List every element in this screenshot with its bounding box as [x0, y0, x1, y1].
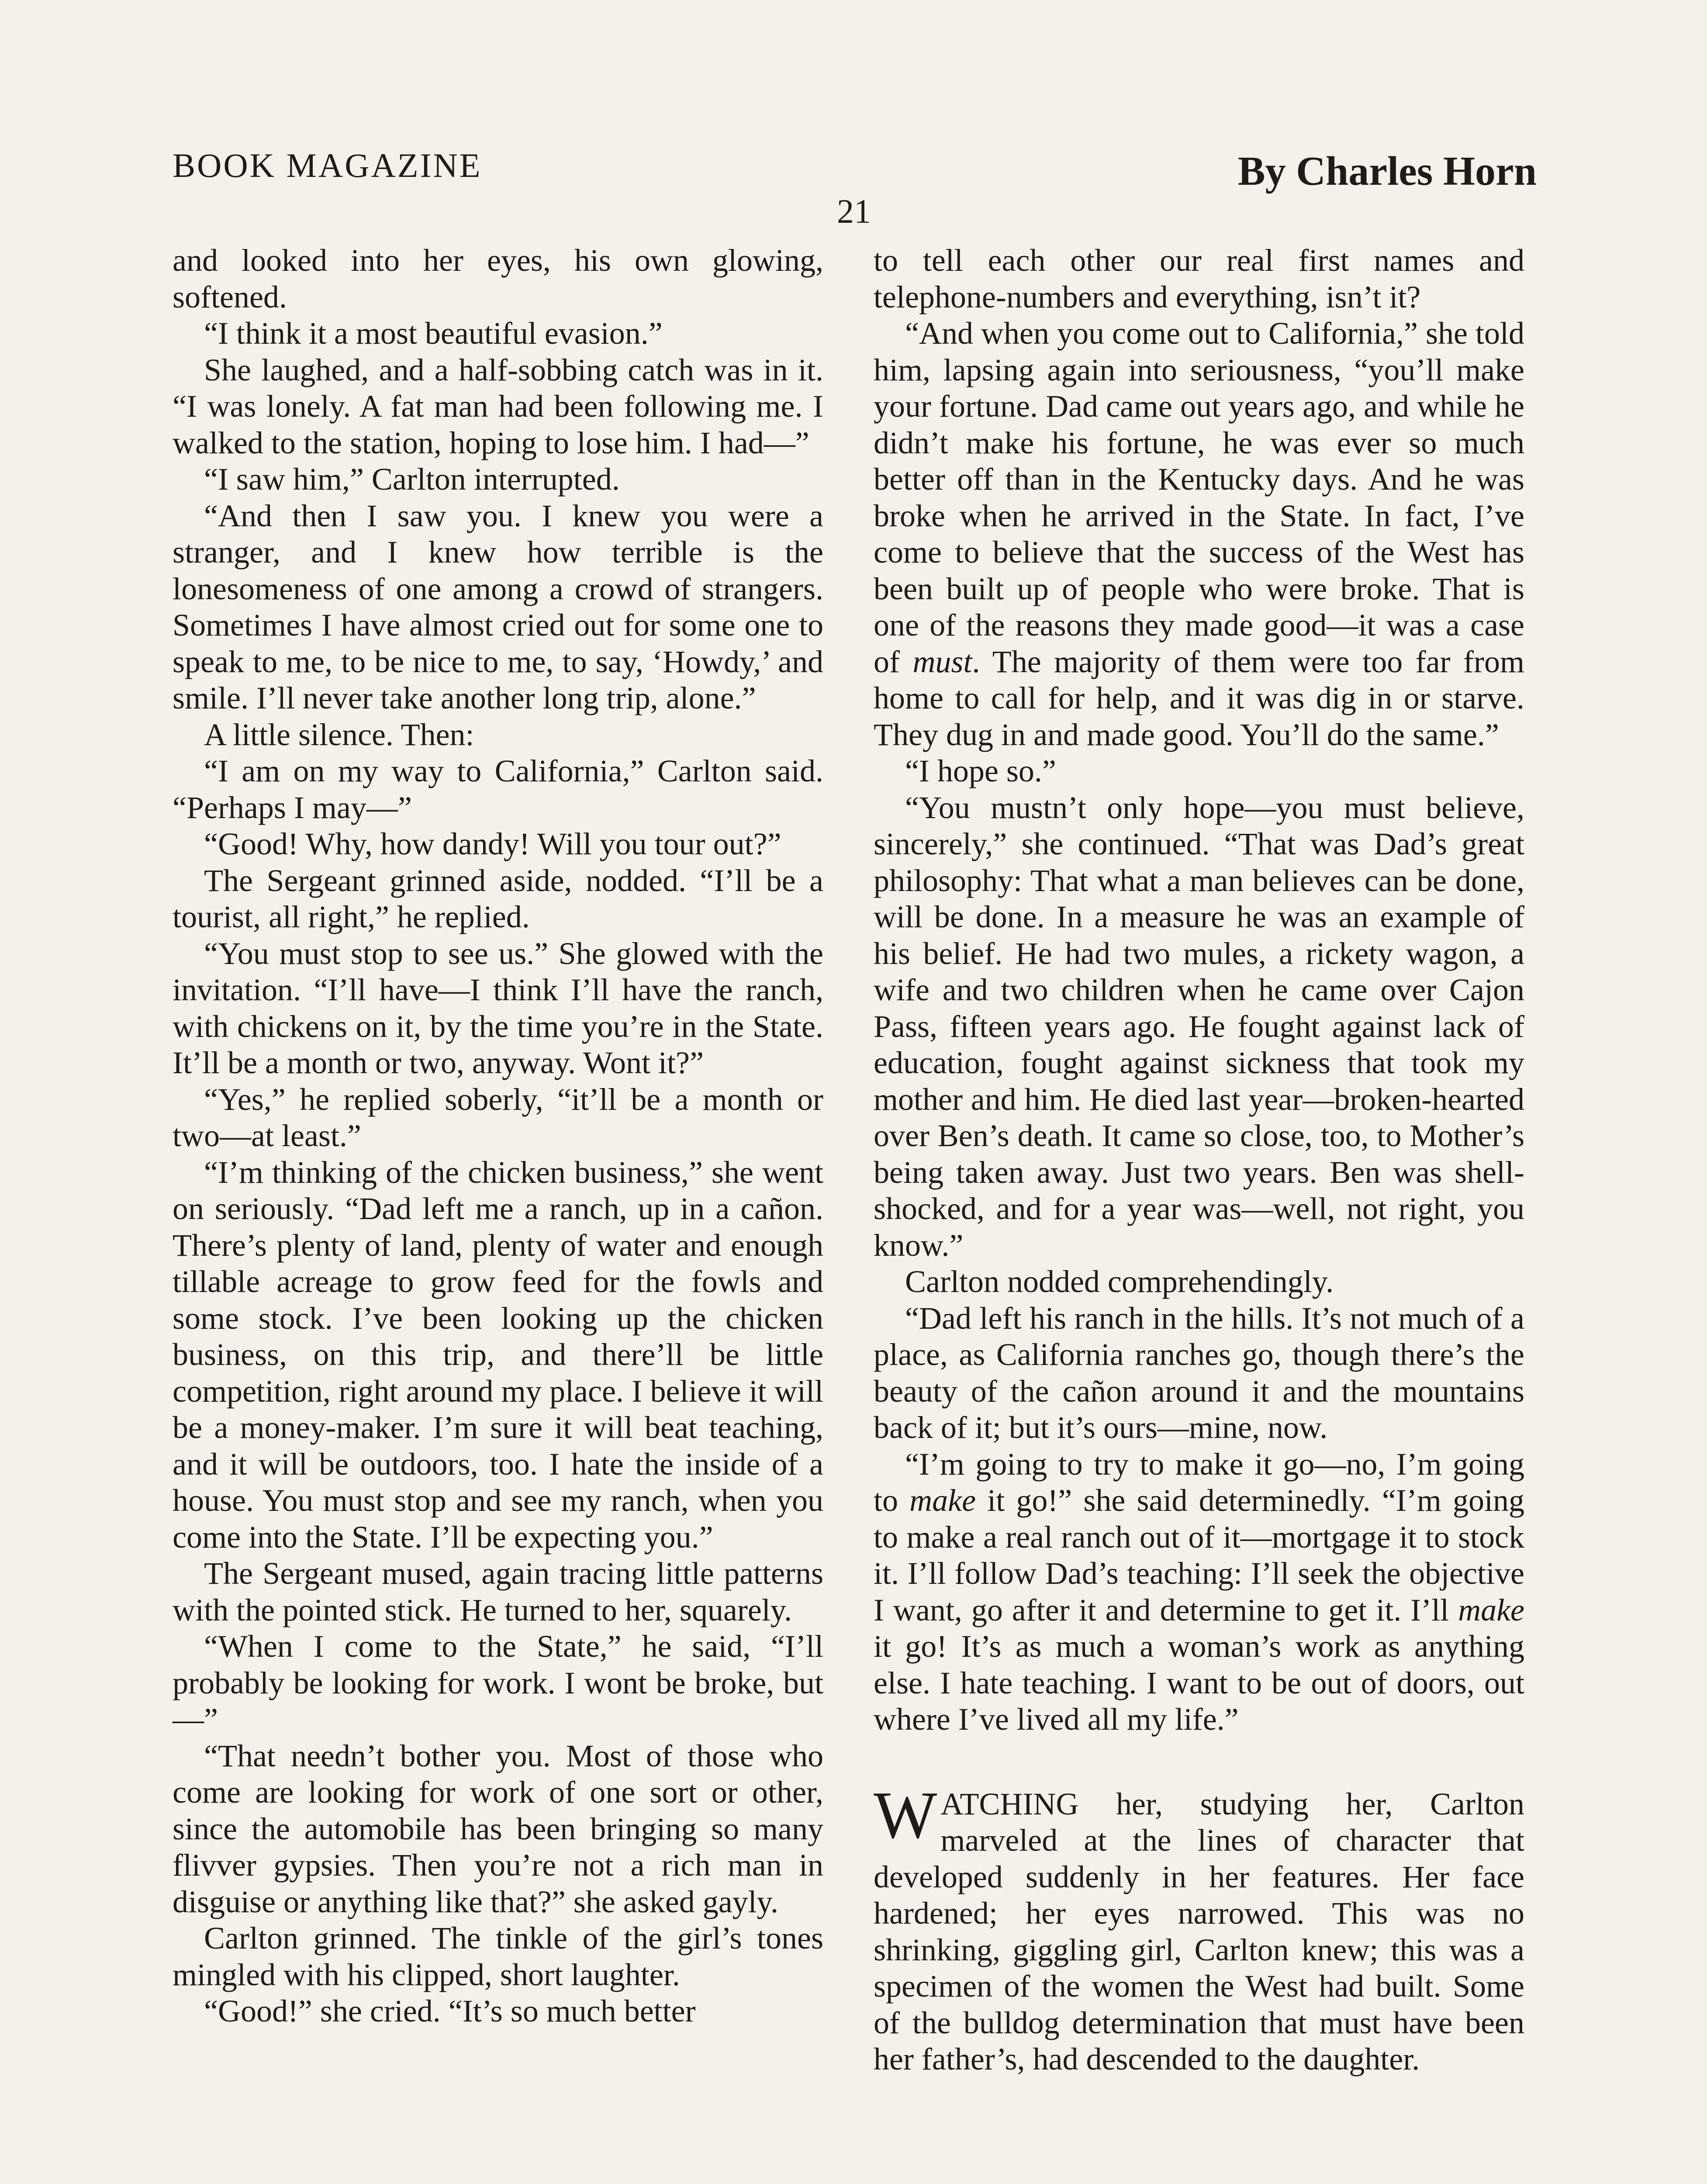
paragraph: Carlton nodded comprehendingly.: [905, 1264, 1334, 1299]
paragraph-with-italic: [874, 315, 1524, 753]
page-number: 21: [837, 192, 871, 230]
paragraph: The Sergeant grinned aside, nodded. “I’ll be a tourist, all right,” he replied.: [173, 863, 823, 934]
left-text-column: [173, 242, 823, 2030]
paragraph-with-italic: [874, 1446, 1524, 1738]
paragraph: “Dad left his ranch in the hills. It’s not much of a place, as California ranches go, though there’s the beauty of the cañon around it and the mountains back of it; but it’s ours—mine, now.: [874, 1300, 1524, 1445]
paragraph: “Good! Why, how dandy! Will you tour out?”: [204, 826, 781, 861]
paragraph-text: it go!” she said determinedly. “I’m going to make a real ranch out of it—mortgage it to stock it. I’ll follow Dad’s teaching: I’ll seek the objective I want, go after it and determine to get it. I’ll: [874, 1483, 1524, 1628]
right-text-column: [874, 242, 1524, 2078]
section-break-paragraph: [874, 1778, 1524, 2078]
paragraph-text: “I’m going to try to make it go—no, I’m going to: [874, 1446, 1524, 1518]
paragraph-text: . The majority of them were too far from home to call for help, and it was dig in or starve. They dug in and made good. You’ll do the same.”: [874, 644, 1524, 752]
paragraph: “Yes,” he replied soberly, “it’ll be a month or two—at least.”: [173, 1082, 823, 1153]
paragraph-text: it go! It’s as much a woman’s work as anything else. I hate teaching. I want to be out of doors, out where I’ve lived all my life.”: [874, 1629, 1524, 1737]
paragraph: The Sergeant mused, again tracing little patterns with the pointed stick. He turned to her, squarely.: [173, 1556, 823, 1628]
paragraph: “You must stop to see us.” She glowed with the invitation. “I’ll have—I think I’ll have the ranch, with chickens on it, by the time you’re in the State. It’ll be a month or two, anyway. Wont it?”: [173, 936, 823, 1080]
paragraph: Carlton grinned. The tinkle of the girl’s tones mingled with his clipped, short laughter.: [173, 1921, 823, 1992]
paragraph: A little silence. Then:: [204, 717, 474, 752]
magazine-title: BOOK MAGAZINE: [173, 146, 482, 184]
paragraph: “Good!” she cried. “It’s so much better: [204, 1994, 696, 2028]
paragraph: “You mustn’t only hope—you must believe, sincerely,” she continued. “That was Dad’s great philosophy: That what a man believes can be done, will be done. In a measure he was an example of his belief. He had two mules, a rickety wagon, a wife and two children when he came over Cajon Pass, fifteen years ago. He fought against lack of education, fought against sickness that took my mother and him. He died last year—broken-hearted over Ben’s death. It came so close, too, to Mother’s being taken away. Just two years. Ben was shell-shocked, and for a year was—well, not right, you know.”: [874, 790, 1524, 1263]
italic-word: make: [909, 1483, 976, 1518]
paragraph: and looked into her eyes, his own glowing, softened.: [173, 243, 823, 314]
paragraph: “I’m thinking of the chicken business,” she went on seriously. “Dad left me a ranch, up in a cañon. There’s plenty of land, plenty of water and enough tillable acreage to grow feed for the fowls and some stock. I’ve been looking up the chicken business, on this trip, and there’ll be little competition, right around my place. I believe it will be a money-maker. I’m sure it will beat teaching, and it will be outdoors, too. I hate the inside of a house. You must stop and see my ranch, when you come into the State. I’ll be expecting you.”: [173, 1154, 823, 1555]
paragraph: “I am on my way to California,” Carlton said. “Perhaps I may—”: [173, 753, 823, 825]
italic-word: must: [912, 644, 972, 679]
italic-word: make: [1458, 1592, 1524, 1628]
paragraph: “When I come to the State,” he said, “I’ll probably be looking for work. I wont be broke, but—”: [173, 1629, 823, 1737]
paragraph-text: “And when you come out to California,” she told him, lapsing again into seriousness, “you’ll make your fortune. Dad came out years ago, and while he didn’t make his fortune, he was ever so much better off than in the Kentucky days. And he was broke when he arrived in the State. In fact, I’ve come to believe that the success of the West has been built up of people who were broke. That is one of the reasons they made good—it was a case of: [874, 316, 1524, 679]
paragraph: to tell each other our real first names and telephone-numbers and everything, isn’t it?: [874, 243, 1524, 314]
paragraph: “I saw him,” Carlton interrupted.: [204, 462, 620, 497]
paragraph: “I think it a most beautiful evasion.”: [204, 316, 663, 351]
paragraph: “I hope so.”: [905, 753, 1056, 788]
paragraph: “That needn’t bother you. Most of those who come are looking for work of one sort or other, since the automobile has been bringing so many flivver gypsies. Then you’re not a rich man in disguise or anything like that?” she asked gayly.: [173, 1738, 823, 1919]
paragraph: She laughed, and a half-sobbing catch was in it. “I was lonely. A fat man had been following me. I walked to the station, hoping to lose him. I had—”: [173, 352, 823, 460]
section-break-text: ATCHING her, studying her, Carlton marveled at the lines of character that developed suddenly in her features. Her face hardened; her eyes narrowed. This was no shrinking, giggling girl, Carlton knew; this was a specimen of the women the West had built. Some of the bulldog determination that must have been her father’s, had descended to the daughter.: [874, 1786, 1524, 2077]
drop-cap: W: [874, 1778, 936, 1852]
paragraph: “And then I saw you. I knew you were a stranger, and I knew how terrible is the lonesomeness of one among a crowd of strangers. Sometimes I have almost cried out for some one to speak to me, to be nice to me, to say, ‘Howdy,’ and smile. I’ll never take another long trip, alone.”: [173, 498, 823, 715]
author-byline: By Charles Horn: [1237, 149, 1537, 194]
